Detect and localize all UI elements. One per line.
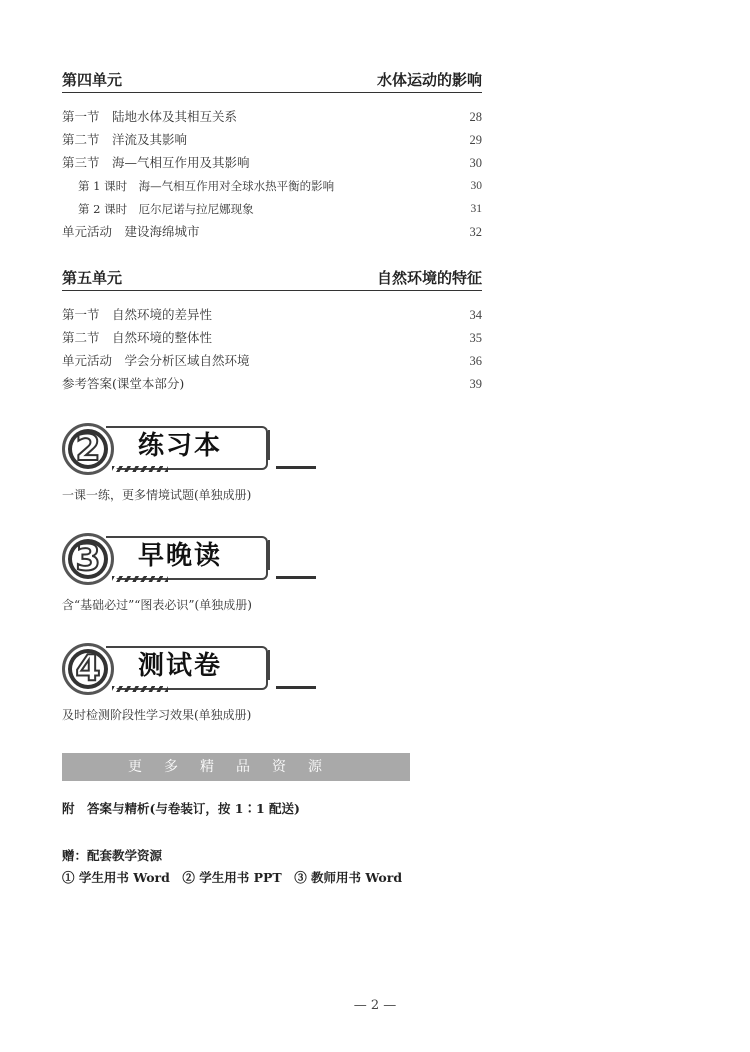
unit5-header xyxy=(62,268,482,291)
toc-label: 单元活动 学会分析区域自然环境 xyxy=(62,353,250,368)
toc-label: 单元活动 建设海绵城市 xyxy=(62,224,200,239)
unit4-header xyxy=(62,70,482,93)
gift-label: 赠：配套教学资源 xyxy=(62,848,163,863)
toc-page: 36 xyxy=(469,354,482,368)
toc-page: 29 xyxy=(469,133,482,147)
stripe-decoration xyxy=(112,576,168,582)
toc-page: 39 xyxy=(469,377,482,391)
toc-label: 第 2 课时 厄尔尼诺与拉尼娜现象 xyxy=(78,202,254,216)
stripe-decoration xyxy=(112,686,168,692)
toc-row[interactable] xyxy=(62,131,482,149)
banner-number: 3 xyxy=(75,538,101,579)
toc-row[interactable] xyxy=(62,329,482,347)
unit4-title: 水体运动的影响 xyxy=(376,71,482,89)
banner-test-paper xyxy=(62,640,272,696)
toc-page: 34 xyxy=(469,308,482,322)
dash-decoration xyxy=(276,466,316,469)
toc-row-sub[interactable] xyxy=(78,200,482,218)
toc-row[interactable] xyxy=(62,154,482,172)
unit5-number: 第五单元 xyxy=(62,269,123,287)
toc-label: 第一节 陆地水体及其相互关系 xyxy=(62,109,238,124)
toc-row[interactable] xyxy=(62,306,482,324)
toc-page: 30 xyxy=(469,156,482,170)
banner-morning-reading xyxy=(62,530,272,586)
toc-label: 参考答案(课堂本部分) xyxy=(62,376,185,391)
stripe-decoration xyxy=(112,466,168,472)
appendix-note: 附 答案与精析(与卷装订，按 1∶1 配送) xyxy=(62,801,300,816)
toc-label: 第二节 自然环境的整体性 xyxy=(62,330,213,345)
toc-row-sub[interactable] xyxy=(78,177,482,195)
banner-deco xyxy=(262,540,270,570)
toc-row[interactable] xyxy=(62,375,482,393)
toc-label: 第三节 海—气相互作用及其影响 xyxy=(62,155,250,170)
banner-caption: 及时检测阶段性学习效果(单独成册) xyxy=(62,708,252,722)
toc-row[interactable] xyxy=(62,352,482,370)
gift-items: ① 学生用书 Word ② 学生用书 PPT ③ 教师用书 Word xyxy=(62,870,403,885)
toc-page: 35 xyxy=(469,331,482,345)
toc-label: 第二节 洋流及其影响 xyxy=(62,132,188,147)
toc-row[interactable] xyxy=(62,223,482,241)
banner-title: 测试卷 xyxy=(138,651,223,681)
banner-number: 4 xyxy=(75,648,101,689)
more-resources-bar: 更多精品资源 xyxy=(62,753,410,781)
unit5-title: 自然环境的特征 xyxy=(376,269,482,287)
banner-caption: 含“基础必过”“图表必识”(单独成册) xyxy=(62,598,252,612)
toc-row[interactable] xyxy=(62,108,482,126)
unit4-number: 第四单元 xyxy=(62,71,123,89)
dash-decoration xyxy=(276,576,316,579)
banner-deco xyxy=(262,430,270,460)
dash-decoration xyxy=(276,686,316,689)
toc-label: 第一节 自然环境的差异性 xyxy=(62,307,213,322)
toc-label: 第 1 课时 海—气相互作用对全球水热平衡的影响 xyxy=(78,179,335,193)
banner-caption: 一课一练，更多情境试题(单独成册) xyxy=(62,488,252,502)
banner-number: 2 xyxy=(75,428,101,469)
banner-title: 早晚读 xyxy=(138,541,223,571)
banner-deco xyxy=(262,650,270,680)
banner-title: 练习本 xyxy=(138,431,223,461)
toc-page: 31 xyxy=(470,203,482,215)
toc-page: 28 xyxy=(469,110,482,124)
toc-page: 30 xyxy=(470,180,482,192)
banner-workbook xyxy=(62,420,272,476)
toc-page: 32 xyxy=(469,225,482,239)
page-number: — 2 — xyxy=(353,998,397,1013)
